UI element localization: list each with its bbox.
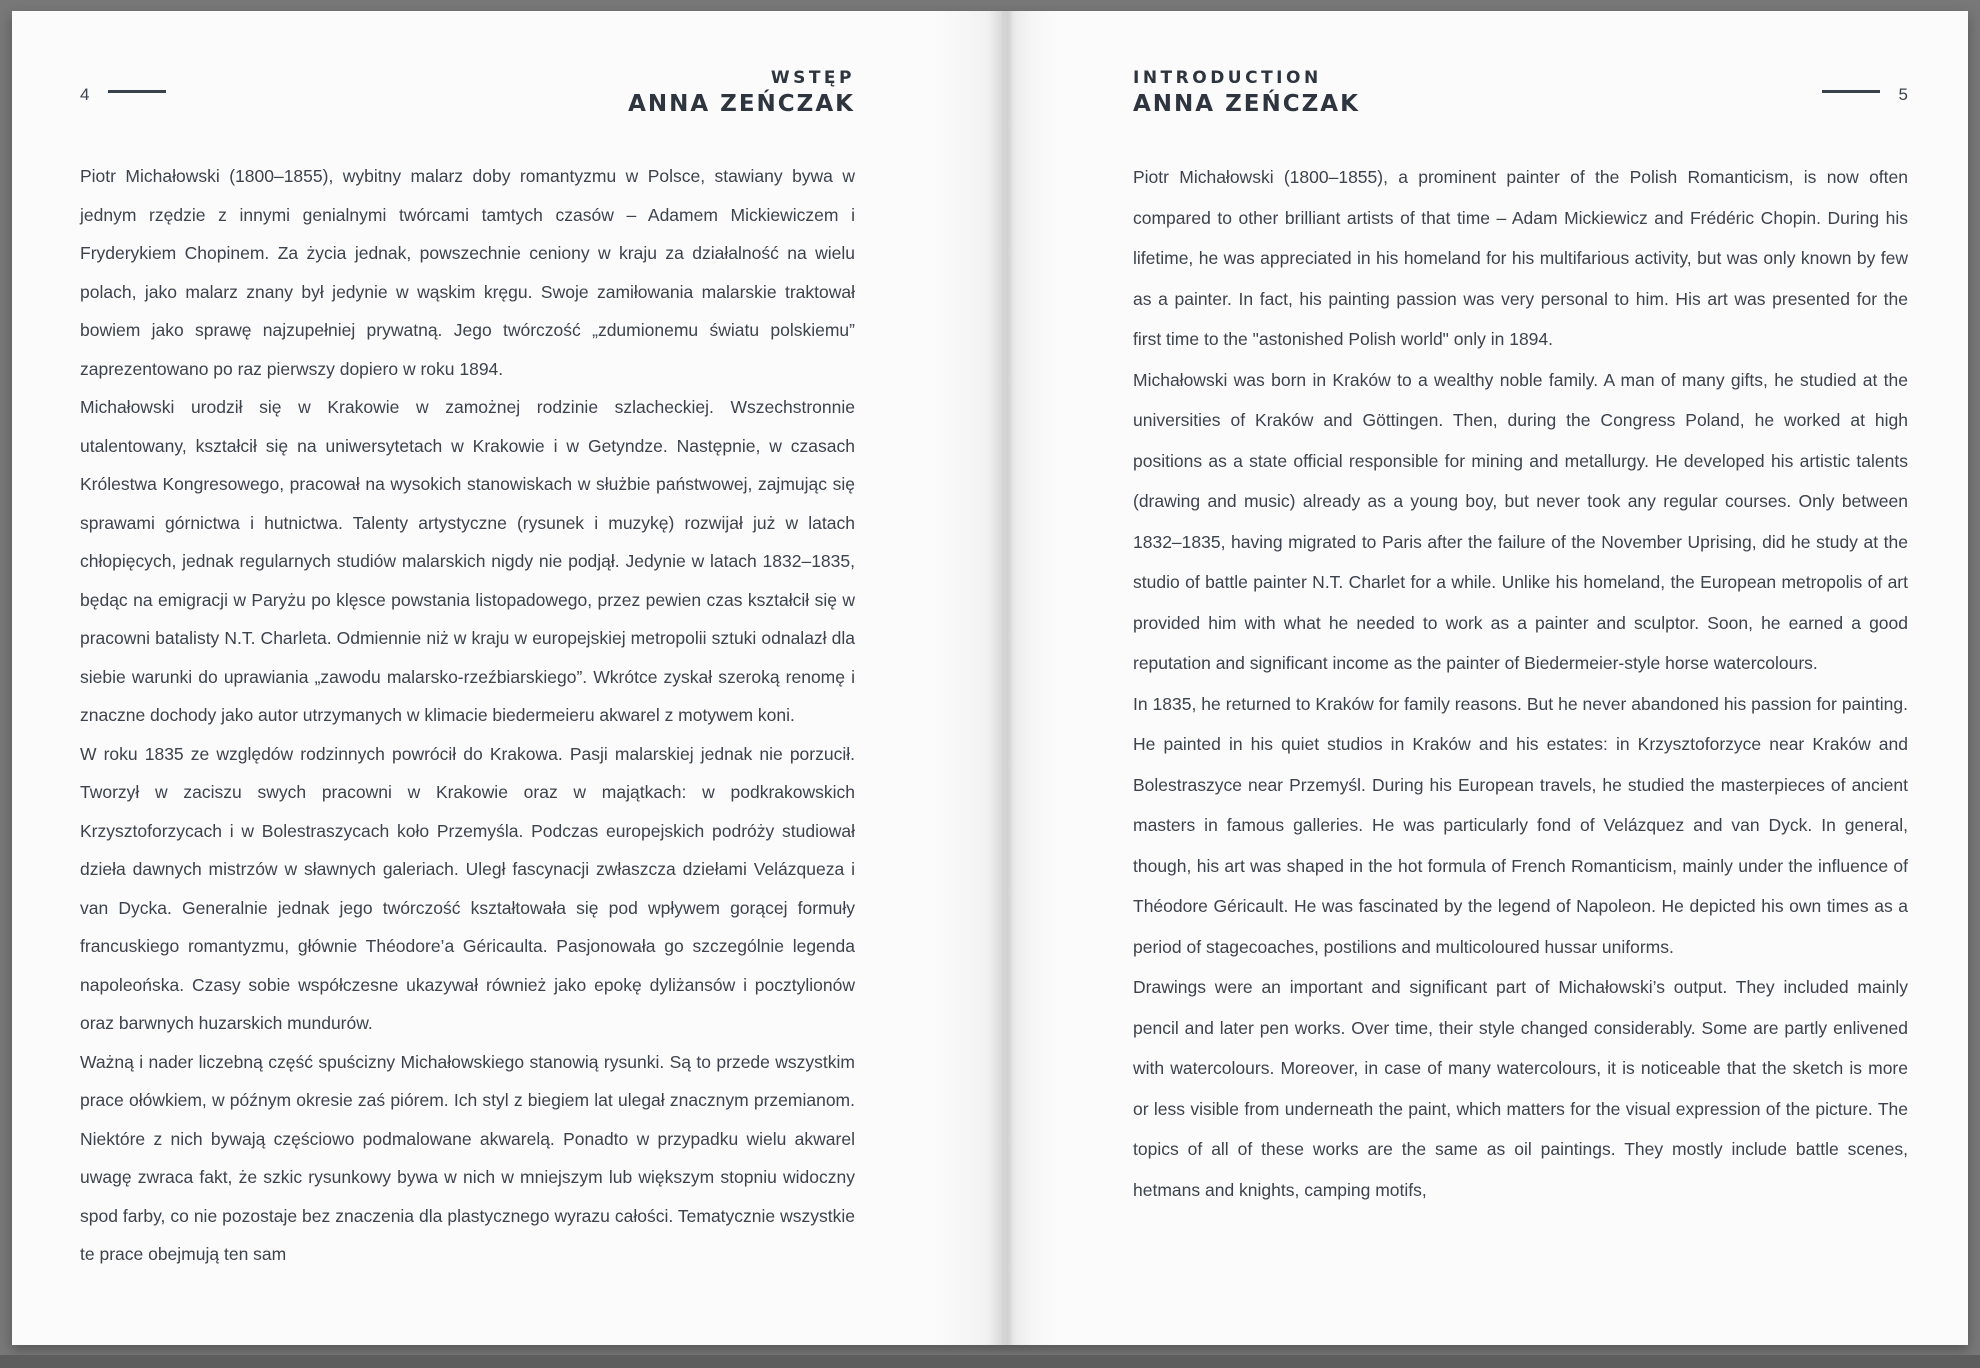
open-book bbox=[12, 11, 1968, 1345]
left-section-title: WSTĘP bbox=[770, 68, 855, 88]
left-folio-rule bbox=[108, 90, 166, 93]
left-page-body bbox=[80, 157, 855, 1274]
left-author-name: ANNA ZEŃCZAK bbox=[628, 90, 855, 117]
left-page-heading bbox=[628, 69, 855, 117]
right-page-folio bbox=[1822, 82, 1908, 103]
left-page bbox=[12, 11, 1004, 1345]
paragraph: Piotr Michałowski (1800–1855), wybitny malarz doby romantyzmu w Polsce, stawiany bywa w jednym rzędzie z innymi genialnymi twórcami tamtych czasów – Adamem Mickiewiczem i Fryderykiem Chopinem. Za życia jednak, powszechnie ceniony w kraju za działalność na wielu polach, jako malarz znany był jedynie w wąskim kręgu. Swoje zamiłowania malarskie traktował bowiem jako sprawę najzupełniej prywatną. Jego twórczość „zdumionemu światu polskiemu” zaprezentowano po raz pierwszy dopiero w roku 1894. bbox=[80, 166, 855, 379]
right-page-heading bbox=[1133, 69, 1360, 117]
left-page-number: 4 bbox=[80, 85, 90, 104]
paragraph: Drawings were an important and significant part of Michałowski’s output. They included mainly pencil and later pen works. Over time, their style changed considerably. Some are partly enlivened with watercolours. Moreover, in case of many watercolours, it is noticeable that the sketch is more or less visible from underneath the paint, which matters for the visual expression of the picture. The topics of all of these works are the same as oil paintings. They mostly include battle scenes, hetmans and knights, camping motifs, bbox=[1133, 977, 1908, 1200]
paragraph: W roku 1835 ze względów rodzinnych powrócił do Krakowa. Pasji malarskiej jednak nie porzucił. Tworzył w zaciszu swych pracowni w Krakowie oraz w majątkach: w podkrakowskich Krzysztoforzycach i w Bolestraszycach koło Przemyśla. Podczas europejskich podróży studiował dzieła dawnych mistrzów w sławnych galeriach. Uległ fascynacji zwłaszcza dziełami Velázqueza i van Dycka. Generalnie jednak jego twórczość kształtowała się pod wpływem gorącej formuły francuskiego romantyzmu, głównie Théodore’a Géricaulta. Pasjonowała go szczególnie legenda napoleońska. Czasy sobie współczesne ukazywał również jako epokę dyliżansów i pocztylionów oraz barwnych huzarskich mundurów. bbox=[80, 743, 855, 1033]
paragraph: Piotr Michałowski (1800–1855), a prominent painter of the Polish Romanticism, is now often compared to other brilliant artists of that time – Adam Mickiewicz and Frédéric Chopin. During his lifetime, he was appreciated in his homeland for his multifarious activity, but was only known by few as a painter. In fact, his painting passion was very personal to him. His art was presented for the first time to the "astonished Polish world" only in 1894. bbox=[1133, 167, 1908, 349]
left-page-folio bbox=[80, 82, 166, 103]
paragraph: In 1835, he returned to Kraków for family reasons. But he never abandoned his passion for painting. He painted in his quiet studios in Kraków and his estates: in Krzysztoforzyce near Kraków and Bolestraszyce near Przemyśl. During his European travels, he studied the masterpieces of ancient masters in famous galleries. He was particularly fond of Velázquez and van Dyck. In general, though, his art was shaped in the hot formula of French Romanticism, mainly under the influence of Théodore Géricault. He was fascinated by the legend of Napoleon. He depicted his own times as a period of stagecoaches, postilions and multicoloured hussar uniforms. bbox=[1133, 693, 1908, 957]
right-author-name: ANNA ZEŃCZAK bbox=[1133, 90, 1360, 117]
right-page bbox=[1004, 11, 1968, 1345]
page-bottom-edge bbox=[0, 1355, 1980, 1368]
right-page-header bbox=[1133, 69, 1908, 131]
paragraph: Michałowski urodził się w Krakowie w zamożnej rodzinie szlacheckiej. Wszechstronnie utalentowany, kształcił się na uniwersytetach w Krakowie i w Getyndze. Następnie, w czasach Królestwa Kongresowego, pracował na wysokich stanowiskach w służbie państwowej, zajmując się sprawami górnictwa i hutnictwa. Talenty artystyczne (rysunek i muzykę) rozwijał już w latach chłopięcych, jednak regularnych studiów malarskich nigdy nie podjął. Jedynie w latach 1832–1835, będąc na emigracji w Paryżu po klęsce powstania listopadowego, przez pewien czas kształcił się w pracowni batalisty N.T. Charleta. Odmiennie niż w kraju w europejskiej metropolii sztuki odnalazł dla siebie warunki do uprawiania „zawodu malarsko-rzeźbiarskiego”. Wkrótce zyskał szeroką renomę i znaczne dochody jako autor utrzymanych w klimacie biedermeieru akwarel z motywem koni. bbox=[80, 397, 855, 725]
right-page-number: 5 bbox=[1898, 85, 1908, 104]
right-page-body bbox=[1133, 157, 1908, 1210]
paragraph: Ważną i nader liczebną część spuścizny Michałowskiego stanowią rysunki. Są to przede wszystkim prace ołówkiem, w późnym okresie zaś piórem. Ich styl z biegiem lat ulegał znacznym przemianom. Niektóre z nich bywają częściowo podmalowane akwarelą. Ponadto w przypadku wielu akwarel uwagę zwraca fakt, że szkic rysunkowy bywa w nich w mniejszym lub większym stopniu widoczny spod farby, co nie pozostaje bez znaczenia dla plastycznego wyrazu całości. Tematycznie wszystkie te prace obejmują ten sam bbox=[80, 1051, 855, 1264]
left-page-header bbox=[80, 69, 855, 131]
paragraph: Michałowski was born in Kraków to a wealthy noble family. A man of many gifts, he studied at the universities of Kraków and Göttingen. Then, during the Congress Poland, he worked at high positions as a state official responsible for mining and metallurgy. He developed his artistic talents (drawing and music) already as a young boy, but never took any regular courses. Only between 1832–1835, having migrated to Paris after the failure of the November Uprising, did he study at the studio of battle painter N.T. Charlet for a while. Unlike his homeland, the European metropolis of art provided him with what he needed to work as a painter and sculptor. Soon, he earned a good reputation and significant income as the painter of Biedermeier-style horse watercolours. bbox=[1133, 369, 1908, 673]
right-section-title: INTRODUCTION bbox=[1133, 68, 1322, 88]
right-folio-rule bbox=[1822, 90, 1880, 93]
